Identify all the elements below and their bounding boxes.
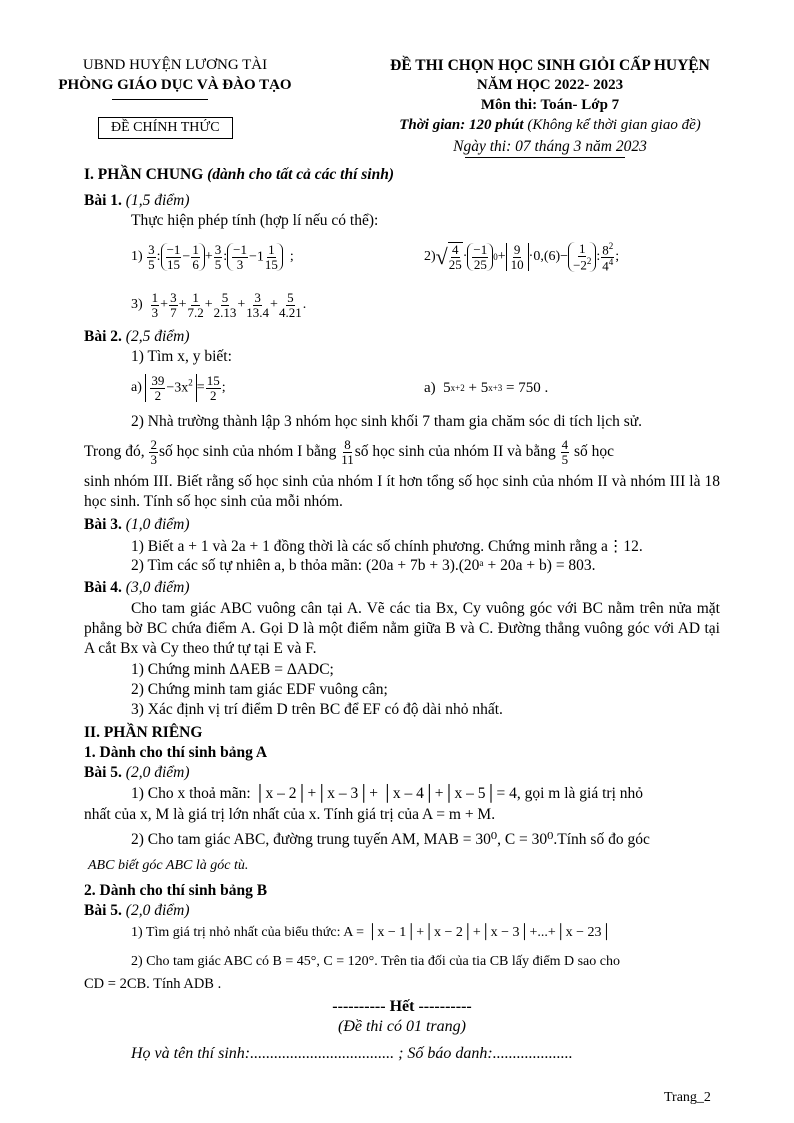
end-marker: ---------- Hết ---------- (332, 998, 472, 1015)
bai3-heading: Bài 3. (1,0 điểm) (84, 516, 190, 533)
bai1-heading: Bài 1. (1,5 điểm) (84, 192, 190, 209)
date-underline (465, 157, 625, 158)
bai2-q2-intro: 2) Nhà trường thành lập 3 nhóm học sinh khối 7 tham gia chăm sóc di tích lịch sử. (131, 413, 643, 430)
exam-title: ĐỀ THI CHỌN HỌC SINH GIỎI CẤP HUYỆN (390, 57, 710, 74)
bai4-intro: Cho tam giác ABC vuông cân tại A. Vẽ các tia Bx, Cy vuông góc với BC nằm trên nửa mặt phẳng bờ BC chứa điểm A. Gọi D là một điểm nằm giữa B và C. Đường thẳng vuông góc với AD tại A cắt Bx và Cy theo thứ tự tại E và F. (84, 600, 720, 657)
bai2-q1: 1) Tìm x, y biết: (131, 348, 232, 365)
page-count-note: (Đề thi có 01 trang) (338, 1018, 466, 1035)
page-number: Trang_2 (664, 1090, 711, 1105)
part1-title: I. PHẦN CHUNG (dành cho tất cả các thí sinh) (84, 166, 395, 183)
bai1-expr3: 3) $\frac{1}{3}$ + $\frac{3}{7}$ + $\frac{1}{7.2}$ + $\frac{5}{2.13}$ + $\frac{3}{13.4}$ + $\frac{5}{4.21}$ . (131, 289, 307, 320)
school-year: NĂM HỌC 2022- 2023 (476, 77, 624, 93)
tableA-title: 1. Dành cho thí sinh bảng A (84, 744, 268, 761)
department-line2: PHÒNG GIÁO DỤC VÀ ĐÀO TẠO (58, 77, 292, 93)
official-badge: ĐỀ CHÍNH THỨC (98, 117, 233, 139)
tableB-title: 2. Dành cho thí sinh bảng B (84, 882, 268, 899)
department-underline (112, 99, 208, 100)
bai2-heading: Bài 2. (2,5 điểm) (84, 328, 190, 345)
bai4-q1: 1) Chứng minh ΔAEB = ΔADC; (131, 661, 334, 678)
bai2-eq-b: a) 5 x+2 + 5 x+3 = 750 . (424, 379, 549, 396)
part2-title: II. PHẦN RIÊNG (84, 724, 203, 741)
tableB-heading: Bài 5. (2,0 điểm) (84, 902, 190, 919)
bai4-q2: 2) Chứng minh tam giác EDF vuông cân; (131, 681, 388, 698)
tableA-q1-line2: nhất của x, M là giá trị lớn nhất của x. Tính giá trị của A = m + M. (84, 806, 496, 823)
tableB-q1: 1) Tìm giá trị nhỏ nhất của biểu thức: A = │x − 1│+│x − 2│+│x − 3│+...+│x − 23│ (131, 925, 612, 940)
bai2-q2-line: Trong đó, $\frac{2}{3}$ số học sinh của nhóm I bằng $\frac{8}{11}$ số học sinh của nhóm II và bằng $\frac{4}{5}$ số học (84, 436, 615, 467)
candidate-line: Họ và tên thí sinh:.................................... ; Số báo danh:.................... (131, 1045, 573, 1062)
tableA-heading: Bài 5. (2,0 điểm) (84, 764, 190, 781)
bai1-expr2: 2) √ $\frac{4}{25}$ · $\frac{-1}{25}$ 0 + $\frac{9}{10}$ ·0,(6)− $\frac{1}{-2^2}$ : $\frac{8^2}{4^4}$ ; (424, 240, 620, 273)
bai4-heading: Bài 4. (3,0 điểm) (84, 579, 190, 596)
bai3-q2: 2) Tìm các số tự nhiên a, b thỏa mãn: (20a + 7b + 3).(20ᵃ + 20a + b) = 803. (131, 557, 596, 574)
bai1-expr1: 1) $\frac{3}{5}$ : $\frac{-1}{15}$ − $\frac{1}{6}$ + $\frac{3}{5}$ : $\frac{-1}{3}$ −1 $\frac{1}{15}$ ; (131, 241, 294, 272)
exam-date: Ngày thi: 07 tháng 3 năm 2023 (453, 138, 647, 155)
bai4-q3: 3) Xác định vị trí điểm D trên BC để EF có độ dài nhỏ nhất. (131, 701, 503, 718)
bai2-q2-rest: sinh nhóm III. Biết rằng số học sinh của nhóm I ít hơn tổng số học sinh của nhóm II và nhóm III là 18 học sinh. Tính số học sinh của mỗi nhóm. (84, 473, 720, 510)
tableB-q2-line2: CD = 2CB. Tính ADB . (84, 976, 222, 992)
bai3-q1: 1) Biết a + 1 và 2a + 1 đồng thời là các số chính phương. Chứng minh rằng a⋮12. (131, 538, 643, 555)
tableB-q2-line1: 2) Cho tam giác ABC có B = 45°, C = 120°. Trên tia đối của tia CB lấy điểm D sao cho (131, 954, 620, 969)
tableA-q1-line1: 1) Cho x thoả mãn: │x – 2│+│x – 3│+ │x – 4│+│x – 5│= 4, gọi m là giá trị nhỏ (131, 785, 644, 802)
bai2-eq-a: a) $\frac{39}{2}$ $-3x^2$ = $\frac{15}{2}$ ; (131, 372, 226, 403)
tableA-q2-line1: 2) Cho tam giác ABC, đường trung tuyến AM, MAB = 30⁰, C = 30⁰.Tính số đo góc (131, 831, 650, 848)
time-limit: Thời gian: 120 phút (Không kể thời gian giao đề) (399, 117, 701, 133)
department-line1: UBND HUYỆN LƯƠNG TÀI (82, 57, 268, 73)
subject: Môn thi: Toán- Lớp 7 (480, 97, 620, 113)
bai1-instruction: Thực hiện phép tính (hợp lí nếu có thể): (131, 212, 379, 229)
tableA-q2-line2: ABC biết góc ABC là góc tù. (88, 858, 249, 873)
